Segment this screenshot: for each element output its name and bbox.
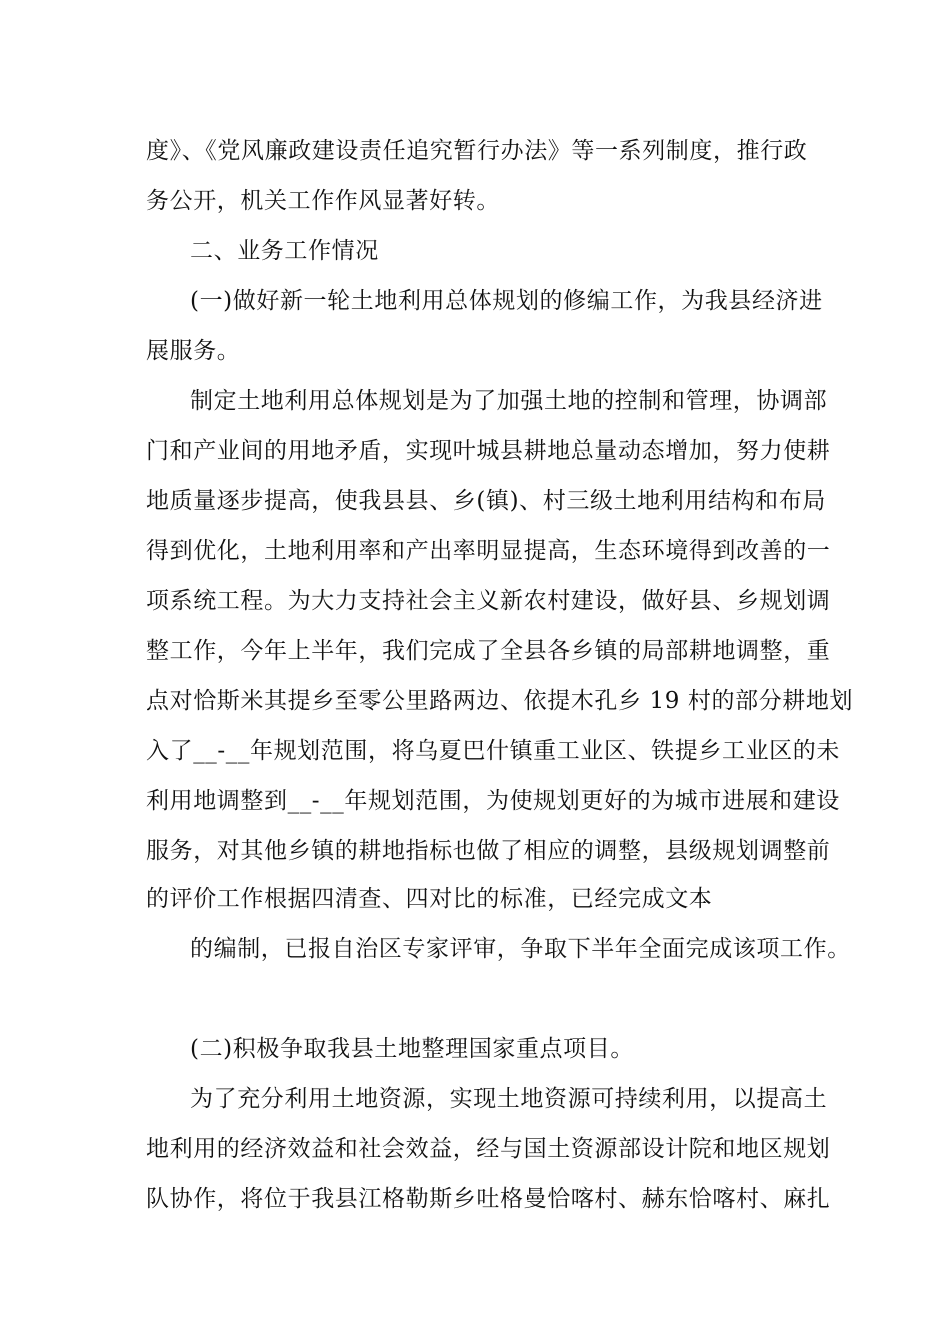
section-heading: 二、业务工作情况 xyxy=(190,238,379,264)
text-line: 地利用的经济效益和社会效益，经与国土资源部设计院和地区规划 xyxy=(146,1136,831,1162)
text-line: 项系统工程。为大力支持社会主义新农村建设，做好县、乡规划调 xyxy=(146,588,831,614)
text-line: 的评价工作根据四清查、四对比的标准，已经完成文本 xyxy=(146,886,713,912)
text-line: 的编制，已报自治区专家评审，争取下半年全面完成该项工作。 xyxy=(190,936,851,962)
text-line: 为了充分利用土地资源，实现土地资源可持续利用，以提高土 xyxy=(190,1086,828,1112)
text-line: 入了__-__年规划范围，将乌夏巴什镇重工业区、铁提乡工业区的未 xyxy=(146,738,840,764)
text-line: 度》、《党风廉政建设责任追究暂行办法》等一系列制度，推行政 xyxy=(146,138,808,164)
text-line: 地质量逐步提高，使我县县、乡(镇)、村三级土地利用结构和布局 xyxy=(146,488,826,514)
text-line: 整工作，今年上半年，我们完成了全县各乡镇的局部耕地调整，重 xyxy=(146,638,831,664)
subsection-heading: (一)做好新一轮土地利用总体规划的修编工作，为我县经济进 xyxy=(190,288,823,314)
text-line: 展服务。 xyxy=(146,338,241,364)
text-line: 服务，对其他乡镇的耕地指标也做了相应的调整，县级规划调整前 xyxy=(146,838,831,864)
text-line: 队协作，将位于我县江格勒斯乡吐格曼恰喀村、赫东恰喀村、麻扎 xyxy=(146,1186,831,1212)
subsection-heading: (二)积极争取我县土地整理国家重点项目。 xyxy=(190,1036,634,1062)
text-line: 得到优化，土地利用率和产出率明显提高，生态环境得到改善的一 xyxy=(146,538,831,564)
text-line: 点对恰斯米其提乡至零公里路两边、依提木孔乡 19 村的部分耕地划 xyxy=(146,688,854,714)
text-line: 务公开，机关工作作风显著好转。 xyxy=(146,188,500,214)
text-line: 门和产业间的用地矛盾，实现叶城县耕地总量动态增加，努力使耕 xyxy=(146,438,831,464)
text-line: 制定土地利用总体规划是为了加强土地的控制和管理，协调部 xyxy=(190,388,828,414)
text-line: 利用地调整到__-__年规划范围，为使规划更好的为城市进展和建设 xyxy=(146,788,840,814)
